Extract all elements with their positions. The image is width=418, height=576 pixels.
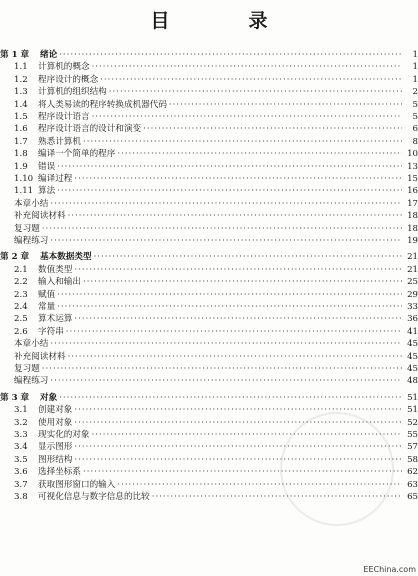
toc-leader-dots: [94, 251, 402, 263]
toc-label: 赋值: [38, 289, 56, 300]
toc-page-number: 63: [407, 479, 418, 490]
toc-page-number: 62: [407, 467, 418, 478]
toc-number: 第 1 章: [0, 50, 30, 60]
toc-entry-row: [0, 74, 418, 86]
toc-leader-dots: [169, 99, 402, 111]
toc-page-number: 18: [407, 211, 418, 222]
toc-number: 第 2 章: [0, 252, 30, 263]
toc-entry-row: [0, 363, 418, 375]
toc-entry-row: [0, 466, 418, 478]
toc-number: 2.1: [14, 264, 28, 275]
toc-page-number: 58: [407, 454, 418, 465]
toc-entry-row: [0, 479, 418, 491]
toc-number: 2.6: [14, 326, 28, 337]
toc-page-number: 48: [407, 376, 418, 387]
toc-leader-dots: [74, 264, 402, 276]
toc-label: 将人类易读的程序转换成机器代码: [38, 99, 167, 110]
toc-entry-row: [0, 235, 418, 247]
toc-leader-dots: [92, 111, 402, 123]
toc-page-number: 1: [412, 62, 418, 73]
page-title: 目 录: [150, 10, 298, 32]
toc-page-number: 19: [407, 236, 418, 246]
toc-page-number: 25: [407, 277, 418, 288]
toc-page-number: 1: [412, 74, 418, 85]
toc-number: 第 3 章: [0, 392, 30, 403]
toc-leader-dots: [83, 276, 402, 288]
toc-number: 2.3: [14, 289, 28, 300]
toc-entry-row: [0, 123, 418, 135]
toc-label: 图形结构: [38, 454, 73, 465]
toc-entry-row: [0, 136, 418, 148]
toc-leader-dots: [74, 454, 402, 466]
toc-entry-row: [0, 148, 418, 160]
toc-page-number: 45: [407, 351, 418, 362]
toc-page-number: 5: [412, 99, 418, 110]
toc-entry-row: [0, 313, 418, 325]
toc-label: 编程练习: [14, 376, 49, 387]
toc-label: 本章小结: [14, 198, 49, 209]
toc-entry-row: [0, 429, 418, 441]
toc-entry-row: [0, 161, 418, 173]
toc-leader-dots: [74, 417, 402, 429]
toc-entry-row: [0, 223, 418, 235]
toc-entry-row: [0, 173, 418, 185]
toc-leader-dots: [68, 351, 402, 363]
toc-label: 补充阅读材料: [14, 211, 66, 222]
toc-page-number: 16: [407, 186, 418, 197]
toc-page-number: 15: [407, 174, 418, 184]
toc-leader-dots: [109, 86, 402, 98]
toc-entry-row: [0, 198, 418, 210]
toc-label: 选择坐标系: [38, 467, 81, 478]
toc-number: 1.10: [14, 174, 34, 184]
toc-page-number: 2: [412, 87, 418, 98]
toc-leader-dots: [143, 123, 402, 135]
toc-chapter-row: [0, 49, 418, 61]
toc-leader-dots: [59, 49, 402, 61]
toc-label: 常量: [38, 302, 56, 312]
toc-number: 1.4: [14, 99, 28, 110]
toc-leader-dots: [42, 223, 402, 235]
toc-label: 程序设计语言的设计和演变: [38, 124, 142, 135]
toc-page-number: 18: [407, 223, 418, 234]
toc-leader-dots: [83, 136, 402, 148]
toc-leader-dots: [57, 161, 402, 173]
toc-label: 使用对象: [38, 417, 73, 428]
toc-label: 复习题: [14, 364, 40, 374]
toc-label: 编程练习: [14, 236, 49, 246]
toc-leader-dots: [74, 173, 402, 185]
toc-label: 数值类型: [38, 264, 73, 275]
toc-label: 获取图形窗口的输入: [38, 479, 116, 490]
toc-leader-dots: [92, 429, 402, 441]
toc-entry-row: [0, 375, 418, 387]
toc-page-number: 36: [407, 314, 418, 325]
toc-number: 1.1: [14, 62, 28, 73]
toc-leader-dots: [74, 313, 402, 325]
toc-entry-row: [0, 417, 418, 429]
toc-leader-dots: [117, 479, 402, 491]
toc-number: 3.5: [14, 454, 28, 465]
toc-label: 计算机的概念: [38, 62, 90, 73]
toc-page-number: 1: [412, 50, 418, 60]
site-watermark: EEChina.com: [363, 565, 416, 574]
toc-entry-row: [0, 301, 418, 313]
toc-leader-dots: [50, 198, 402, 210]
toc-label: 错误: [38, 161, 56, 172]
toc-entry-row: [0, 185, 418, 197]
toc-page-number: 21: [407, 264, 418, 275]
toc-entry-row: [0, 210, 418, 222]
toc-page-number: 51: [407, 392, 418, 403]
toc-number: 3.8: [14, 492, 28, 502]
toc-number: 3.1: [14, 405, 28, 416]
toc-entry-row: [0, 276, 418, 288]
toc-entry-row: [0, 441, 418, 453]
toc-number: 1.3: [14, 87, 28, 98]
toc-entry-row: [0, 338, 418, 350]
toc-label: 计算机的组织结构: [38, 87, 107, 98]
toc-number: 2.4: [14, 302, 28, 312]
toc-number: 3.3: [14, 430, 28, 440]
toc-entry-row: [0, 454, 418, 466]
toc-label: 程序设计的概念: [38, 74, 99, 85]
toc-number: 3.6: [14, 467, 28, 478]
toc-label: 绪论: [40, 50, 58, 60]
toc-page-number: 5: [412, 112, 418, 122]
toc-page-number: 8: [412, 136, 418, 147]
toc-label: 程序设计语言: [38, 112, 90, 122]
toc-leader-dots: [74, 441, 402, 453]
toc-leader-dots: [92, 61, 402, 73]
toc-page-number: 45: [407, 339, 418, 350]
toc-leader-dots: [50, 338, 402, 350]
toc-page-number: 13: [407, 161, 418, 172]
toc-entry-row: [0, 351, 418, 363]
toc-page-number: 21: [407, 252, 418, 263]
toc-number: 2.2: [14, 277, 28, 288]
toc-label: 输入和输出: [38, 277, 81, 288]
toc-leader-dots: [57, 301, 402, 313]
toc-leader-dots: [66, 326, 402, 338]
toc-label: 创建对象: [38, 405, 73, 416]
toc-leader-dots: [50, 375, 402, 387]
toc-leader-dots: [50, 235, 402, 247]
toc-leader-dots: [152, 491, 402, 503]
toc-number: 3.7: [14, 479, 28, 490]
toc-leader-dots: [68, 210, 402, 222]
toc-number: 1.9: [14, 161, 28, 172]
toc-number: 1.11: [14, 186, 34, 197]
toc-entry-row: [0, 289, 418, 301]
toc-label: 本章小结: [14, 339, 49, 350]
toc-entry-row: [0, 86, 418, 98]
toc-number: 1.5: [14, 112, 28, 122]
toc-entry-row: [0, 99, 418, 111]
toc-number: 1.6: [14, 124, 28, 135]
toc-number: 1.7: [14, 136, 28, 147]
toc-leader-dots: [83, 466, 402, 478]
toc-chapter-row: [0, 251, 418, 263]
toc-page-number: 17: [407, 198, 418, 209]
toc-label: 算法: [38, 186, 56, 197]
toc-page-number: 55: [407, 430, 418, 440]
toc-page-number: 41: [407, 326, 418, 337]
toc-number: 1.2: [14, 74, 28, 85]
toc-label: 算术运算: [38, 314, 73, 325]
toc-page-number: 10: [407, 149, 418, 160]
toc-label: 显示图形: [38, 442, 73, 453]
toc-number: 3.2: [14, 417, 28, 428]
toc-leader-dots: [117, 148, 402, 160]
toc-label: 编译一个简单的程序: [38, 149, 116, 160]
toc-leader-dots: [57, 289, 402, 301]
toc-label: 现实化的对象: [38, 430, 90, 440]
toc-leader-dots: [74, 404, 402, 416]
toc-leader-dots: [42, 363, 402, 375]
toc-entry-row: [0, 404, 418, 416]
toc-label: 熟悉计算机: [38, 136, 81, 147]
toc-label: 字符串: [38, 326, 64, 337]
toc-label: 可视化信息与数字信息的比较: [38, 492, 150, 502]
toc-page-number: 52: [407, 417, 418, 428]
toc-entry-row: [0, 491, 418, 503]
toc-label: 基本数据类型: [40, 252, 92, 263]
toc-label: 补充阅读材料: [14, 351, 66, 362]
toc-label: 对象: [40, 392, 58, 403]
toc-leader-dots: [57, 185, 402, 197]
toc-page-number: 65: [407, 492, 418, 502]
toc-leader-dots: [59, 392, 402, 404]
toc-page-number: 29: [407, 289, 418, 300]
toc-page-number: 51: [407, 405, 418, 416]
toc-entry-row: [0, 111, 418, 123]
toc-number: 2.5: [14, 314, 28, 325]
toc-number: 3.4: [14, 442, 28, 453]
toc-entry-row: [0, 326, 418, 338]
toc-label: 编译过程: [38, 174, 73, 184]
toc-entry-row: [0, 264, 418, 276]
toc-page-number: 6: [412, 124, 418, 135]
toc-page-number: 45: [407, 364, 418, 374]
toc-entry-row: [0, 61, 418, 73]
toc-page-number: 33: [407, 302, 418, 312]
toc-chapter-row: [0, 392, 418, 404]
toc-number: 1.8: [14, 149, 28, 160]
toc-label: 复习题: [14, 223, 40, 234]
toc-leader-dots: [100, 74, 402, 86]
toc-page-number: 57: [407, 442, 418, 453]
